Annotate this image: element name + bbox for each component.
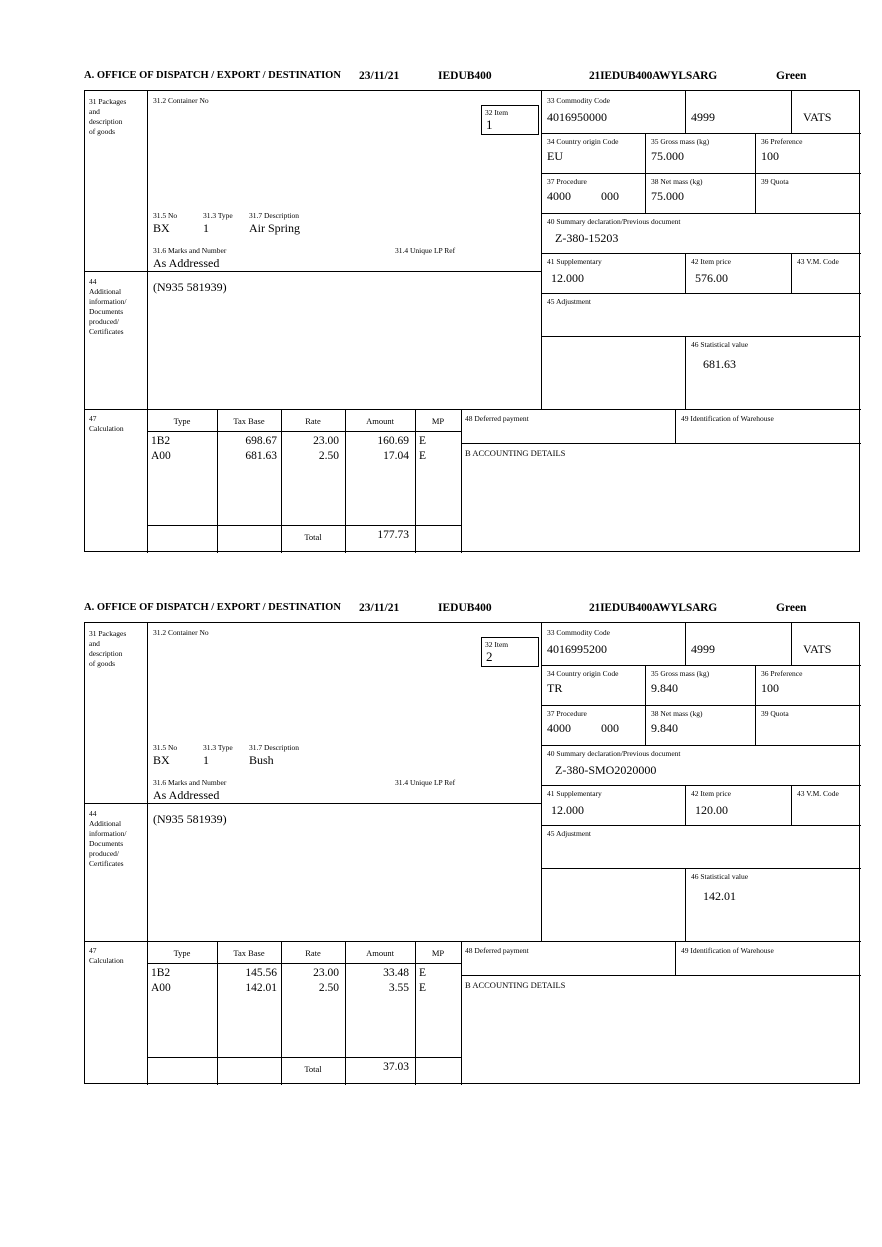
- divider-box34-bottom: [541, 705, 861, 706]
- divider-box34-bottom: [541, 173, 861, 174]
- divider-box38-right: [755, 173, 756, 213]
- calc-header-rate: Rate: [305, 948, 321, 958]
- box43-label: 43 V.M. Code: [797, 789, 839, 798]
- box37-value-2: 000: [601, 721, 619, 735]
- form-header-2: [84, 600, 862, 622]
- box31-7-description-label: 31.7 Description: [249, 211, 299, 220]
- header-date: 23/11/21: [359, 602, 400, 614]
- boxB-label: B ACCOUNTING DETAILS: [465, 980, 566, 990]
- sad-item-form-2: [84, 600, 862, 1084]
- divider-box34-right: [645, 665, 646, 705]
- divider-calculation-top: [85, 409, 861, 410]
- divider-box49-left: [675, 941, 676, 975]
- divider-box42-right: [791, 253, 792, 293]
- calc-row-rate-1: 23.00: [313, 967, 339, 979]
- divider-box35-right: [755, 665, 756, 705]
- box44-label: 44 Additional information/ Documents produced/ Certificates: [89, 277, 127, 336]
- box31-7-description-value: Bush: [249, 753, 274, 767]
- divider-box48-bottom: [461, 975, 861, 976]
- calc-row-mp-2: E: [419, 982, 427, 994]
- divider-left-column: [147, 91, 148, 553]
- divider-box46-inner: [685, 336, 686, 409]
- calc-header-amount: Amount: [366, 416, 394, 426]
- office-of-dispatch-label: A. OFFICE OF DISPATCH / EXPORT / DESTINATION: [84, 602, 341, 613]
- box41-value: 12.000: [551, 803, 584, 817]
- sad-box-2: [84, 622, 860, 1084]
- calc-row-amount-2: 3.55: [388, 982, 409, 994]
- box31-6-marks-value: As Addressed: [153, 256, 220, 270]
- calc-row-amount-2: 17.04: [383, 450, 409, 462]
- calc-row-type-1: 1B2: [151, 435, 171, 447]
- box42-value: 120.00: [695, 803, 728, 817]
- box48-label: 48 Deferred payment: [465, 946, 529, 955]
- calc-header-mp: MP: [431, 416, 445, 426]
- calc-row-mp-1: E: [419, 967, 427, 979]
- box35-label: 35 Gross mass (kg): [651, 137, 710, 146]
- header-route: Green: [776, 70, 807, 82]
- form-header-1: [84, 68, 862, 90]
- box36-value: 100: [761, 681, 779, 695]
- divider-box33-a: [685, 91, 686, 133]
- box33-code-3: VATS: [803, 642, 832, 656]
- divider-left-column: [147, 623, 148, 1085]
- box31-5-no-value: BX: [153, 753, 170, 767]
- divider-box33-b: [791, 623, 792, 665]
- sad-box-1: [84, 90, 860, 552]
- box49-label: 49 Identification of Warehouse: [681, 946, 774, 955]
- divider-box48-bottom: [461, 443, 861, 444]
- box38-label: 38 Net mass (kg): [651, 709, 703, 718]
- calc-row-amount-1: 33.48: [383, 967, 409, 979]
- box37-value: 4000: [547, 189, 571, 203]
- divider-box45-bottom: [541, 336, 861, 337]
- calc-col-div-5: [461, 941, 462, 1085]
- office-of-dispatch-label: A. OFFICE OF DISPATCH / EXPORT / DESTINATION: [84, 70, 341, 81]
- box38-value: 75.000: [651, 189, 684, 203]
- calc-row-base-2: 681.63: [245, 450, 277, 462]
- box47-label: 47 Calculation: [89, 946, 124, 965]
- box31-2-container-label: 31.2 Container No: [153, 628, 209, 637]
- calc-row-rate-2: 2.50: [318, 982, 339, 994]
- calc-header-mp: MP: [431, 948, 445, 958]
- calc-header-amount: Amount: [366, 948, 394, 958]
- divider-box41-bottom: [541, 293, 861, 294]
- box42-value: 576.00: [695, 271, 728, 285]
- box37-label: 37 Procedure: [547, 177, 587, 186]
- box40-value: Z-380-SMO2020000: [555, 763, 657, 777]
- box32-item: [481, 637, 539, 667]
- sad-item-form-1: [84, 68, 862, 552]
- box31-5-no-value: BX: [153, 221, 170, 235]
- divider-calculation-top: [85, 941, 861, 942]
- box46-label: 46 Statistical value: [691, 872, 749, 881]
- box33-commodity-code: 4016950000: [547, 110, 607, 124]
- calc-header-type: Type: [173, 948, 191, 958]
- box38-label: 38 Net mass (kg): [651, 177, 703, 186]
- box31-label: 31 Packages and description of goods: [89, 97, 127, 136]
- calc-header-underline: [147, 963, 461, 964]
- box36-value: 100: [761, 149, 779, 163]
- divider-box33-bottom: [541, 665, 861, 666]
- calc-row-base-1: 145.56: [245, 967, 277, 979]
- box31-5-no-label: 31.5 No: [153, 743, 178, 752]
- divider-box46-left-dotted: [541, 868, 542, 941]
- divider-box42-right: [791, 785, 792, 825]
- divider-box46-inner: [685, 868, 686, 941]
- box32-value: 1: [486, 117, 493, 132]
- box31-6-marks-label: 31.6 Marks and Number: [153, 246, 227, 255]
- calc-header-tax-base: Tax Base: [233, 948, 265, 958]
- divider-box35-right: [755, 133, 756, 173]
- header-office-code: IEDUB400: [438, 602, 492, 614]
- divider-box37-bottom: [541, 745, 861, 746]
- header-office-code: IEDUB400: [438, 70, 492, 82]
- header-route: Green: [776, 602, 807, 614]
- box31-6-marks-label: 31.6 Marks and Number: [153, 778, 227, 787]
- box33-code-2: 4999: [691, 642, 715, 656]
- calc-row-rate-2: 2.50: [318, 450, 339, 462]
- calc-total-line: [147, 1057, 461, 1058]
- divider-box31-bottom: [85, 803, 541, 804]
- box46-label: 46 Statistical value: [691, 340, 749, 349]
- calc-row-mp-1: E: [419, 435, 427, 447]
- box46-value: 681.63: [703, 357, 736, 371]
- box35-value: 9.840: [651, 681, 678, 695]
- box31-3-type-label: 31.3 Type: [203, 211, 233, 220]
- box48-label: 48 Deferred payment: [465, 414, 529, 423]
- box33-code-2: 4999: [691, 110, 715, 124]
- box31-4-lp-label: 31.4 Unique LP Ref: [395, 778, 456, 787]
- box40-label: 40 Summary declaration/Previous document: [547, 217, 681, 226]
- divider-box49-left: [675, 409, 676, 443]
- box46-value: 142.01: [703, 889, 736, 903]
- divider-box37-right: [645, 173, 646, 213]
- calc-row-type-2: A00: [151, 450, 171, 462]
- box31-2-container-label: 31.2 Container No: [153, 96, 209, 105]
- divider-box41-right: [685, 253, 686, 293]
- divider-box34-right: [645, 133, 646, 173]
- calc-row-base-2: 142.01: [245, 982, 277, 994]
- box32-label: 32 Item: [485, 640, 509, 649]
- box40-value: Z-380-15203: [555, 231, 619, 245]
- box35-label: 35 Gross mass (kg): [651, 669, 710, 678]
- box35-value: 75.000: [651, 149, 684, 163]
- box42-label: 42 Item price: [691, 257, 731, 266]
- box33-label: 33 Commodity Code: [547, 628, 610, 637]
- calc-row-amount-1: 160.69: [377, 435, 409, 447]
- box31-7-description-label: 31.7 Description: [249, 743, 299, 752]
- header-mrn: 21IEDUB400AWYLSARG: [589, 602, 718, 614]
- box31-3-type-value: 1: [203, 753, 209, 767]
- box32-value: 2: [486, 649, 493, 664]
- divider-box40-bottom: [541, 785, 861, 786]
- box42-label: 42 Item price: [691, 789, 731, 798]
- box36-label: 36 Preference: [761, 137, 803, 146]
- box32-label: 32 Item: [485, 108, 509, 117]
- box31-3-type-value: 1: [203, 221, 209, 235]
- calc-total-value: 177.73: [377, 529, 409, 541]
- box34-label: 34 Country origin Code: [547, 669, 619, 678]
- calc-col-div-5: [461, 409, 462, 553]
- divider-box45-bottom: [541, 868, 861, 869]
- box43-label: 43 V.M. Code: [797, 257, 839, 266]
- box31-3-type-label: 31.3 Type: [203, 743, 233, 752]
- calc-header-underline: [147, 431, 461, 432]
- box31-6-marks-value: As Addressed: [153, 788, 220, 802]
- box41-label: 41 Supplementary: [547, 789, 602, 798]
- calc-row-type-1: 1B2: [151, 967, 171, 979]
- box34-label: 34 Country origin Code: [547, 137, 619, 146]
- divider-box41-bottom: [541, 825, 861, 826]
- box41-label: 41 Supplementary: [547, 257, 602, 266]
- box45-label: 45 Adjustment: [547, 829, 591, 838]
- box31-4-lp-label: 31.4 Unique LP Ref: [395, 246, 456, 255]
- box34-value: EU: [547, 149, 563, 163]
- box38-value: 9.840: [651, 721, 678, 735]
- box31-label: 31 Packages and description of goods: [89, 629, 127, 668]
- box39-label: 39 Quota: [761, 177, 789, 186]
- box44-value: (N935 581939): [153, 280, 227, 294]
- divider-box37-bottom: [541, 213, 861, 214]
- box34-value: TR: [547, 681, 563, 695]
- box40-label: 40 Summary declaration/Previous document: [547, 749, 681, 758]
- box37-value: 4000: [547, 721, 571, 735]
- calc-header-type: Type: [173, 416, 191, 426]
- calc-row-type-2: A00: [151, 982, 171, 994]
- divider-box33-bottom: [541, 133, 861, 134]
- box37-value-2: 000: [601, 189, 619, 203]
- calc-row-rate-1: 23.00: [313, 435, 339, 447]
- box36-label: 36 Preference: [761, 669, 803, 678]
- box44-value: (N935 581939): [153, 812, 227, 826]
- divider-box40-bottom: [541, 253, 861, 254]
- calc-row-base-1: 698.67: [245, 435, 277, 447]
- header-date: 23/11/21: [359, 70, 400, 82]
- divider-box41-right: [685, 785, 686, 825]
- box33-label: 33 Commodity Code: [547, 96, 610, 105]
- box37-label: 37 Procedure: [547, 709, 587, 718]
- calc-header-rate: Rate: [305, 416, 321, 426]
- divider-box33-a: [685, 623, 686, 665]
- box31-7-description-value: Air Spring: [249, 221, 300, 235]
- box31-5-no-label: 31.5 No: [153, 211, 178, 220]
- box47-label: 47 Calculation: [89, 414, 124, 433]
- box33-code-3: VATS: [803, 110, 832, 124]
- box39-label: 39 Quota: [761, 709, 789, 718]
- divider-box31-bottom: [85, 271, 541, 272]
- divider-box38-right: [755, 705, 756, 745]
- calc-total-label: Total: [304, 532, 322, 542]
- boxB-label: B ACCOUNTING DETAILS: [465, 448, 566, 458]
- box44-label: 44 Additional information/ Documents produced/ Certificates: [89, 809, 127, 868]
- calc-total-value: 37.03: [383, 1061, 409, 1073]
- divider-box46-left-dotted: [541, 336, 542, 409]
- calc-total-label: Total: [304, 1064, 322, 1074]
- calc-row-mp-2: E: [419, 450, 427, 462]
- divider-box33-b: [791, 91, 792, 133]
- box41-value: 12.000: [551, 271, 584, 285]
- calc-total-line: [147, 525, 461, 526]
- header-mrn: 21IEDUB400AWYLSARG: [589, 70, 718, 82]
- box45-label: 45 Adjustment: [547, 297, 591, 306]
- box33-commodity-code: 4016995200: [547, 642, 607, 656]
- divider-box37-right: [645, 705, 646, 745]
- box32-item: [481, 105, 539, 135]
- box49-label: 49 Identification of Warehouse: [681, 414, 774, 423]
- calc-header-tax-base: Tax Base: [233, 416, 265, 426]
